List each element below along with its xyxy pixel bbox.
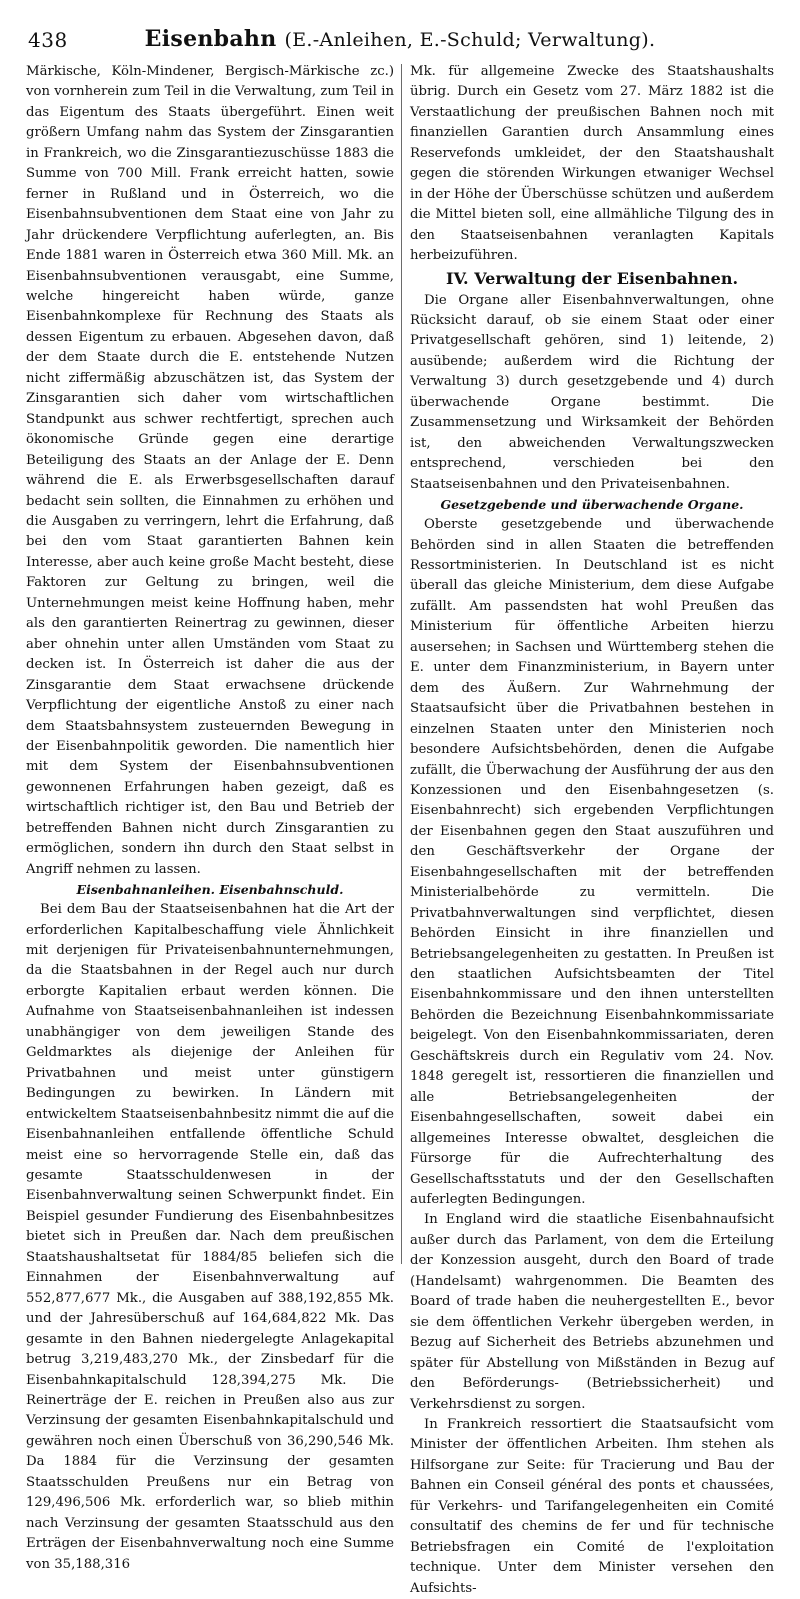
right-paragraph-3: Oberste gesetzgebende und überwachende Behörden sind in allen Staaten die betreffenden Ressortministerien. In Deutschland ist es nicht überall das gleiche Ministerium, dem diese Aufgabe zufällt. Am passendsten hat wohl Preußen das Ministerium für öffentliche Arbeiten hierzu ausersehen; in Sachsen und Württemberg stehen die E. unter dem Finanzministerium, in Bayern unter dem des Äußern. Zur Wahrnehmung der Staatsaufsicht über die Privatbahnen bestehen in einzelnen Staaten unter den Ministerien noch besondere Aufsichtsbehörden, denen die Aufgabe zufällt, die Überwachung der Ausführung der aus den Konzessionen und den Eisenbahngesetzen (s. Eisenbahnrecht) sich ergebenden Verpflichtungen der Eisenbahnen gegen den Staat auszuführen und den Geschäftsverkehr der Organe der Eisenbahngesellschaften mit der betreffenden Ministerialbehörde zu vermitteln. Die Privatbahnverwaltungen sind verpflichtet, diesen Behörden Einsicht in ihre finanziellen und Betriebsangelegenheiten zu gestatten. In Preußen ist den staatlichen Aufsichtsbeamten der Titel Eisenbahnkommissare und den ihnen unterstellten Behörden die Bezeichnung Eisenbahnkommissariate beigelegt. Von den Eisenbahnkommissariaten, deren Geschäftskreis durch ein Regulativ vom 24. Nov. 1848 geregelt ist, ressortieren die finanziellen und alle Betriebsangelegenheiten der Eisenbahngesellschaften, soweit dabei ein allgemeines Interesse obwaltet, desgleichen die Fürsorge für die Aufrechterhaltung des Gesellschaftsstatuts und der den Gesellschaften auferlegten Bedingungen. <box>410 517 774 1208</box>
column-divider <box>401 64 402 1264</box>
running-head-subtitle: (E.-Anleihen, E.-Schuld; Verwaltung). <box>284 29 656 51</box>
right-paragraph-4: In England wird die staatliche Eisenbahnaufsicht außer durch das Parlament, von dem die Erteilung der Konzession ausgeht, durch den Board of trade (Handelsamt) wahrgenommen. Die Beamten des Board of trade haben die neuhergestellten E., bevor sie dem öffentlichen Verkehr übergeben werden, in Bezug auf Sicherheit des Betriebs abzunehmen und später für Abstellung von Mißständen in Bezug auf den Beförderungs- (Betriebssicherheit) und Verkehrsdienst zu sorgen. <box>410 1212 774 1412</box>
subsection-heading-organe: Gesetzgebende und überwachende Organe. <box>440 497 744 513</box>
section-heading-eisenbahnanleihen: Eisenbahnanleihen. Eisenbahnschuld. <box>76 882 344 898</box>
right-paragraph-5: In Frankreich ressortiert die Staatsaufsicht vom Minister der öffentlichen Arbeiten. Ihm stehen als Hilfsorgane zur Seite: für Tracierung und Bau der Bahnen ein Conseil général des ponts et chaussées, für Verkehrs- und Tarifangelegenheiten ein Comité consultatif des chemins de fer und für technische Betriebsfragen ein Comité de l'exploitation technique. Unter dem Minister versehen den Aufsichts- <box>410 1417 774 1596</box>
left-paragraph-2: Bei dem Bau der Staatseisenbahnen hat die Art der erforderlichen Kapitalbeschaffung viele Ähnlichkeit mit derjenigen für Privateisenbahnunternehmungen, da die Staatsbahnen in der Regel auch nur durch erborgte Kapitalien erbaut werden können. Die Aufnahme von Staatseisenbahnanleihen ist indessen unabhängiger von dem jeweiligen Stande des Geldmarktes als diejenige der Anleihen für Privatbahnen und meist unter günstigern Bedingungen zu bewirken. In Ländern mit entwickeltem Staatseisenbahnbesitz nimmt die auf die Eisenbahnanleihen entfallende öffentliche Schuld meist eine so hervorragende Stelle ein, daß das gesamte Staatsschuldenwesen in der Eisenbahnverwaltung seinen Schwerpunkt findet. Ein Beispiel gesunder Fundierung des Eisenbahnbesitzes bietet sich in Preußen dar. Nach dem preußischen Staatshaushaltsetat für 1884/85 beliefen sich die Einnahmen der Eisenbahnverwaltung auf 552,877,677 Mk., die Ausgaben auf 388,192,855 Mk. und der Jahresüberschuß auf 164,684,822 Mk. Das gesamte in den Bahnen niedergelegte Anlagekapital betrug 3,219,483,270 Mk., der Zinsbedarf für die Eisenbahnkapitalschuld 128,394,275 Mk. Die Reinerträge der E. reichen in Preußen also aus zur Verzinsung der gesamten Eisenbahnkapitalschuld und gewähren noch einen Überschuß von 36,290,546 Mk. Da 1884 für die Verzinsung der gesamten Staatsschulden Preußens nur ein Betrag von 129,496,506 Mk. erforderlich war, so blieb mithin nach Verzinsung der gesamten Staatsschuld aus den Erträgen der Eisenbahnverwaltung noch eine Summe von 35,188,316 <box>26 902 394 1572</box>
right-paragraph-1: Mk. für allgemeine Zwecke des Staatshaushalts übrig. Durch ein Gesetz vom 27. März 1882 ist die Verstaatlichung der preußischen Bahnen noch mit finanziellen Garantien durch Ansammlung eines Reservefonds umkleidet, der den Staatshaushalt gegen die störenden Wirkungen etwaniger Wechsel in der Höhe der Überschüsse schützen und außerdem die Mittel bieten soll, eine allmähliche Tilgung des in den Staatseisenbahnen veranlagten Kapitals herbeizuführen. <box>410 64 774 264</box>
running-head <box>28 26 772 52</box>
right-paragraph-2: Die Organe aller Eisenbahnverwaltungen, ohne Rücksicht darauf, ob sie einem Staat oder einer Privatgesellschaft gehören, sind 1) leitende, 2) ausübende; außerdem wird die Richtung der Verwaltung 3) durch gesetzgebende und 4) durch überwachende Organe bestimmt. Die Zusammensetzung und Wirksamkeit der Behörden ist, den abweichenden Verwaltungszwecken entsprechend, verschieden bei den Staatseisenbahnen und den Privateisenbahnen. <box>410 292 774 492</box>
left-column <box>26 62 394 1572</box>
section-heading-verwaltung: IV. Verwaltung der Eisenbahnen. <box>445 268 739 288</box>
left-paragraph-1: Märkische, Köln-Mindener, Bergisch-Märkische zc.) von vornherein zum Teil in die Verwaltung, zum Teil in das Eigentum des Staats übergeführt. Einen weit größern Umfang nahm das System der Zinsgarantien in Frankreich, wo die Zinsgarantiezuschüsse 1883 die Summe von 700 Mill. Frank erreicht hatten, sowie ferner in Rußland und in Österreich, wo die Eisenbahnsubventionen dem Staat eine von Jahr zu Jahr drückendere Verpflichtung auferlegten, an. Bis Ende 1881 waren in Österreich etwa 360 Mill. Mk. an Eisenbahnsubventionen verausgabt, eine Summe, welche hingereicht haben würde, ganze Eisenbahnkomplexe für Rechnung des Staats als dessen Eigentum zu erbauen. Abgesehen davon, daß der dem Staate durch die E. entstehende Nutzen nicht ziffermäßig abzuschätzen ist, das System der Zinsgarantien sich daher vom wirtschaftlichen Standpunkt aus schwer rechtfertigt, sprechen auch ökonomische Gründe gegen eine derartige Beteiligung des Staats an der Anlage der E. Denn während die E. als Erwerbsgesellschaften darauf bedacht sein sollten, die Einnahmen zu erhöhen und die Ausgaben zu verringern, lehrt die Erfahrung, daß bei den vom Staat garantierten Bahnen kein Interesse, aber auch keine große Macht besteht, diese Faktoren zur Geltung zu bringen, weil die Unternehmungen meist keine Hoffnung haben, mehr als den garantierten Reinertrag zu gewinnen, dieser aber ohnehin unter allen Umständen vom Staat zu decken ist. In Österreich ist daher die aus der Zinsgarantie dem Staat erwachsene drückende Verpflichtung der eigentliche Anstoß zu einer nach dem Staatsbahnsystem zusteuernden Bewegung in der Eisenbahnpolitik geworden. Die namentlich hier mit dem System der Eisenbahnsubventionen gewonnenen Erfahrungen haben gezeigt, daß es wirtschaftlich richtiger ist, den Bau und Betrieb der betreffenden Bahnen nicht durch Zinsgarantien zu ermöglichen, sondern ihn durch den Staat selbst in Angriff nehmen zu lassen. <box>26 64 394 877</box>
page-number: 438 <box>28 28 68 52</box>
running-head-title: Eisenbahn <box>144 26 277 52</box>
page-header <box>28 18 772 58</box>
right-column <box>410 62 774 1596</box>
